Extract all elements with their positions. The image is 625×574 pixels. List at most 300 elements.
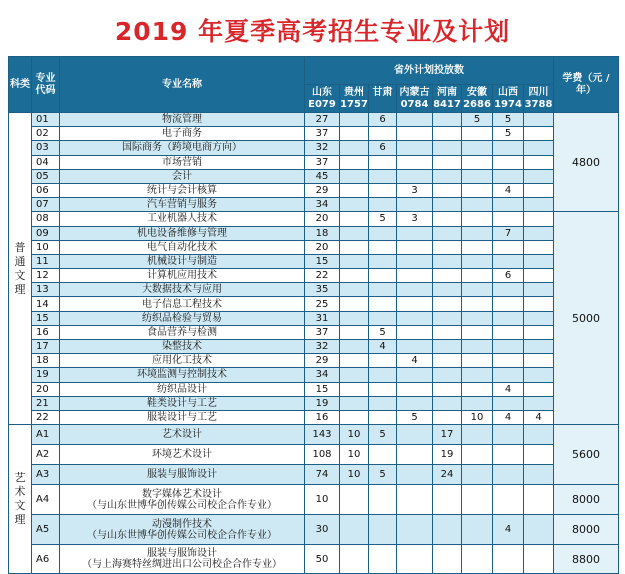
plan-value: [433, 545, 462, 574]
plan-value: [462, 226, 493, 240]
plan-value: [493, 325, 524, 339]
plan-value: [462, 127, 493, 141]
plan-value: [524, 169, 554, 183]
major-name-note: （与山东世博华创传媒公司校企合作专业）: [87, 499, 277, 511]
plan-value: [524, 198, 554, 212]
plan-value: 24: [433, 465, 462, 485]
plan-value: [493, 368, 524, 382]
major-name: 纺织品检验与贸易: [60, 311, 305, 325]
plan-value: [524, 269, 554, 283]
plan-value: [340, 212, 369, 226]
plan-value: [397, 269, 433, 283]
major-name-main: 数字媒体艺术设计: [142, 488, 222, 500]
plan-value: [493, 254, 524, 268]
major-code: 11: [32, 254, 60, 268]
plan-value: [369, 368, 397, 382]
province-code: [369, 99, 396, 111]
plan-value: [493, 169, 524, 183]
plan-value: 4: [397, 354, 433, 368]
header-fee: 学费（元 / 年）: [554, 57, 619, 113]
plan-value: [524, 515, 554, 545]
major-code: A3: [32, 465, 60, 485]
major-code: 13: [32, 283, 60, 297]
table-row: [9, 254, 619, 268]
plan-value: [462, 340, 493, 354]
plan-value: [524, 254, 554, 268]
major-name: 染整技术: [60, 340, 305, 354]
major-code: A5: [32, 515, 60, 545]
major-name: [60, 545, 305, 574]
major-name: 市场营销: [60, 155, 305, 169]
province-name: 山东: [312, 86, 332, 98]
plan-value: [340, 141, 369, 155]
plan-value: [433, 311, 462, 325]
table-row: [9, 311, 619, 325]
major-code: 18: [32, 354, 60, 368]
plan-value: [524, 155, 554, 169]
plan-value: 34: [305, 198, 340, 212]
plan-value: [397, 465, 433, 485]
plan-value: [462, 297, 493, 311]
province-code: E079: [308, 98, 336, 110]
plan-value: 5: [493, 127, 524, 141]
plan-value: 30: [305, 515, 340, 545]
plan-value: [524, 340, 554, 354]
plan-value: 5: [369, 425, 397, 445]
table-row: [9, 226, 619, 240]
major-name-note: （与山东世博华创传媒公司校企合作专业）: [87, 529, 277, 541]
plan-value: 15: [305, 254, 340, 268]
plan-value: [340, 226, 369, 240]
plan-value: [369, 382, 397, 396]
plan-value: [524, 354, 554, 368]
plan-value: [493, 545, 524, 574]
plan-value: 37: [305, 325, 340, 339]
plan-value: [433, 382, 462, 396]
plan-value: [524, 425, 554, 445]
header-code: 专业代码: [32, 57, 60, 113]
plan-value: 10: [340, 465, 369, 485]
plan-value: 4: [493, 410, 524, 424]
header-province: [462, 85, 493, 113]
plan-value: 32: [305, 141, 340, 155]
plan-value: [524, 325, 554, 339]
plan-value: [524, 183, 554, 197]
plan-value: [340, 113, 369, 127]
plan-value: [462, 311, 493, 325]
plan-value: 10: [340, 425, 369, 445]
major-code: 17: [32, 340, 60, 354]
plan-value: [462, 368, 493, 382]
plan-value: 5: [462, 113, 493, 127]
plan-value: 27: [305, 113, 340, 127]
category-cell: 普通文理: [9, 113, 32, 425]
plan-value: [524, 283, 554, 297]
plan-value: [433, 198, 462, 212]
plan-value: [369, 155, 397, 169]
major-name: 国际商务（跨境电商方向）: [60, 141, 305, 155]
plan-value: 4: [524, 410, 554, 424]
plan-value: 5: [493, 113, 524, 127]
major-code: 05: [32, 169, 60, 183]
plan-value: [340, 325, 369, 339]
table-row: [9, 445, 619, 465]
category-cell: 艺术文理: [9, 425, 32, 574]
table-row: [9, 354, 619, 368]
plan-value: [340, 311, 369, 325]
plan-value: [397, 396, 433, 410]
plan-value: [340, 368, 369, 382]
table-row: [9, 410, 619, 424]
plan-value: [524, 485, 554, 515]
plan-value: [433, 297, 462, 311]
plan-value: [369, 127, 397, 141]
major-code: 22: [32, 410, 60, 424]
plan-value: [524, 127, 554, 141]
plan-value: [433, 485, 462, 515]
major-name: 鞋类设计与工艺: [60, 396, 305, 410]
plan-value: [369, 354, 397, 368]
page-title: 2019 年夏季高考招生专业及计划: [114, 17, 511, 46]
major-code: 04: [32, 155, 60, 169]
plan-value: 6: [369, 113, 397, 127]
major-code: 15: [32, 311, 60, 325]
table-row: [9, 141, 619, 155]
plan-value: [340, 354, 369, 368]
plan-value: [524, 465, 554, 485]
plan-value: 32: [305, 340, 340, 354]
plan-value: [493, 465, 524, 485]
table-row: [9, 382, 619, 396]
plan-value: [493, 340, 524, 354]
major-name: 环境艺术设计: [60, 445, 305, 465]
plan-value: [524, 368, 554, 382]
plan-value: [369, 183, 397, 197]
table-row: [9, 169, 619, 183]
major-code: 19: [32, 368, 60, 382]
plan-value: [524, 141, 554, 155]
plan-value: 29: [305, 354, 340, 368]
plan-value: [524, 445, 554, 465]
major-name: 计算机应用技术: [60, 269, 305, 283]
major-name: 机电设备维修与管理: [60, 226, 305, 240]
plan-value: [340, 545, 369, 574]
table-row: [9, 198, 619, 212]
header-province: [524, 85, 554, 113]
plan-value: [369, 297, 397, 311]
enrollment-plan-table: [8, 56, 619, 574]
plan-value: [340, 410, 369, 424]
major-code: 21: [32, 396, 60, 410]
major-code: 06: [32, 183, 60, 197]
plan-value: [433, 212, 462, 226]
plan-value: [340, 269, 369, 283]
plan-value: [433, 254, 462, 268]
plan-value: [493, 354, 524, 368]
table-row: [9, 340, 619, 354]
plan-value: [433, 396, 462, 410]
plan-value: [493, 297, 524, 311]
province-name: 山西: [498, 86, 518, 98]
plan-value: [433, 354, 462, 368]
plan-value: [462, 283, 493, 297]
plan-value: [462, 325, 493, 339]
plan-value: 37: [305, 155, 340, 169]
plan-value: [524, 382, 554, 396]
plan-value: [397, 311, 433, 325]
table-row: [9, 155, 619, 169]
header-province: [369, 85, 397, 113]
plan-value: 5: [369, 465, 397, 485]
plan-value: [397, 545, 433, 574]
plan-value: 15: [305, 382, 340, 396]
major-code: 09: [32, 226, 60, 240]
plan-value: [340, 396, 369, 410]
plan-value: [462, 396, 493, 410]
plan-value: [397, 141, 433, 155]
plan-value: [340, 297, 369, 311]
plan-value: [462, 445, 493, 465]
plan-value: [397, 445, 433, 465]
plan-value: [340, 240, 369, 254]
plan-value: [462, 425, 493, 445]
plan-value: [462, 212, 493, 226]
plan-value: [397, 240, 433, 254]
plan-value: [369, 445, 397, 465]
plan-value: 5: [369, 212, 397, 226]
plan-value: [397, 515, 433, 545]
plan-value: [524, 113, 554, 127]
tuition-fee: 4800: [554, 113, 619, 212]
plan-value: [462, 169, 493, 183]
major-name: 服装与服饰设计: [60, 465, 305, 485]
plan-value: 4: [369, 340, 397, 354]
plan-value: [462, 240, 493, 254]
tuition-fee: 8000: [554, 485, 619, 515]
plan-value: [369, 254, 397, 268]
plan-value: [524, 311, 554, 325]
plan-value: [493, 283, 524, 297]
plan-value: [493, 155, 524, 169]
plan-value: 22: [305, 269, 340, 283]
plan-value: 19: [305, 396, 340, 410]
plan-value: [397, 297, 433, 311]
table-row: [9, 545, 619, 574]
plan-value: 10: [340, 445, 369, 465]
table-row: [9, 465, 619, 485]
major-name: 电子商务: [60, 127, 305, 141]
table-row: [9, 113, 619, 127]
province-code: 8417: [433, 98, 461, 110]
plan-value: 19: [433, 445, 462, 465]
plan-value: [433, 141, 462, 155]
plan-value: 6: [493, 269, 524, 283]
plan-value: [493, 485, 524, 515]
plan-value: [397, 382, 433, 396]
plan-value: [397, 368, 433, 382]
table-row: [9, 425, 619, 445]
plan-value: [369, 311, 397, 325]
province-code: 3788: [524, 98, 553, 110]
table-row: [9, 269, 619, 283]
plan-value: [369, 283, 397, 297]
plan-value: [493, 425, 524, 445]
plan-value: 16: [305, 410, 340, 424]
major-name: 应用化工技术: [60, 354, 305, 368]
plan-value: [340, 169, 369, 183]
plan-value: [397, 254, 433, 268]
plan-value: [493, 212, 524, 226]
header-province: [340, 85, 369, 113]
plan-value: [369, 485, 397, 515]
major-name-main: 服装与服饰设计: [147, 548, 217, 560]
plan-value: [462, 254, 493, 268]
plan-value: [397, 155, 433, 169]
province-name: 四川: [528, 86, 549, 98]
header-plan: 省外计划投放数: [305, 57, 554, 85]
plan-value: [369, 169, 397, 183]
major-code: 20: [32, 382, 60, 396]
major-code: A1: [32, 425, 60, 445]
major-name: 服装设计与工艺: [60, 410, 305, 424]
table-row: [9, 485, 619, 515]
plan-value: 6: [369, 141, 397, 155]
plan-value: [397, 226, 433, 240]
plan-value: [524, 545, 554, 574]
table-row: [9, 283, 619, 297]
tuition-fee: 8000: [554, 515, 619, 545]
plan-value: [462, 465, 493, 485]
plan-value: [493, 240, 524, 254]
major-name-main: 动漫制作技术: [152, 518, 212, 530]
plan-value: 20: [305, 212, 340, 226]
plan-value: [462, 382, 493, 396]
header-province: [397, 85, 433, 113]
plan-value: 18: [305, 226, 340, 240]
province-name: 安徽: [467, 86, 487, 98]
plan-value: [493, 396, 524, 410]
plan-value: [433, 240, 462, 254]
table-row: [9, 212, 619, 226]
table-row: [9, 183, 619, 197]
plan-value: [524, 297, 554, 311]
table-row: [9, 325, 619, 339]
plan-value: [524, 226, 554, 240]
plan-value: [462, 545, 493, 574]
major-name: 机械设计与制造: [60, 254, 305, 268]
plan-value: 3: [397, 183, 433, 197]
plan-value: [462, 141, 493, 155]
plan-value: [397, 198, 433, 212]
major-name: 电子信息工程技术: [60, 297, 305, 311]
plan-value: [433, 183, 462, 197]
plan-value: [462, 269, 493, 283]
plan-value: 4: [493, 382, 524, 396]
plan-value: [397, 425, 433, 445]
province-name: 内蒙古: [399, 86, 430, 98]
plan-value: [340, 515, 369, 545]
plan-value: [493, 198, 524, 212]
plan-value: [369, 396, 397, 410]
plan-value: [433, 340, 462, 354]
plan-value: [493, 445, 524, 465]
major-name: 环境监测与控制技术: [60, 368, 305, 382]
plan-value: [397, 169, 433, 183]
major-code: 10: [32, 240, 60, 254]
plan-value: [369, 240, 397, 254]
plan-value: 35: [305, 283, 340, 297]
major-name: 物流管理: [60, 113, 305, 127]
plan-value: [524, 212, 554, 226]
plan-value: [369, 226, 397, 240]
major-code: 07: [32, 198, 60, 212]
plan-value: [433, 269, 462, 283]
plan-value: [462, 515, 493, 545]
plan-value: [397, 127, 433, 141]
plan-value: 29: [305, 183, 340, 197]
plan-value: 4: [493, 183, 524, 197]
plan-value: [493, 141, 524, 155]
plan-value: [340, 254, 369, 268]
header-province: [305, 85, 340, 113]
plan-value: [462, 485, 493, 515]
major-name: 大数据技术与应用: [60, 283, 305, 297]
table-row: [9, 396, 619, 410]
plan-value: 20: [305, 240, 340, 254]
plan-value: [433, 155, 462, 169]
province-code: 1757: [340, 98, 368, 110]
major-code: 01: [32, 113, 60, 127]
plan-value: [397, 485, 433, 515]
plan-value: [433, 127, 462, 141]
major-name: 会计: [60, 169, 305, 183]
province-code: 2686: [463, 98, 491, 110]
plan-value: [493, 311, 524, 325]
major-code: A2: [32, 445, 60, 465]
plan-value: [433, 368, 462, 382]
plan-value: 31: [305, 311, 340, 325]
major-code: 08: [32, 212, 60, 226]
major-name: 工业机器人技术: [60, 212, 305, 226]
header-province: [493, 85, 524, 113]
plan-value: [433, 410, 462, 424]
province-code: 1974: [494, 98, 522, 110]
major-code: 14: [32, 297, 60, 311]
plan-value: [369, 410, 397, 424]
plan-value: [369, 515, 397, 545]
major-code: A6: [32, 545, 60, 574]
province-name: 贵州: [344, 86, 364, 98]
plan-value: [340, 283, 369, 297]
province-name: 甘肃: [372, 86, 393, 98]
plan-value: 37: [305, 127, 340, 141]
table-row: [9, 127, 619, 141]
plan-value: [433, 515, 462, 545]
major-code: 02: [32, 127, 60, 141]
table-row: [9, 297, 619, 311]
province-name: 河南: [437, 86, 457, 98]
plan-value: [340, 155, 369, 169]
major-name: [60, 485, 305, 515]
tuition-fee: 5600: [554, 425, 619, 485]
plan-value: [462, 354, 493, 368]
major-code: 12: [32, 269, 60, 283]
plan-value: 34: [305, 368, 340, 382]
plan-value: 17: [433, 425, 462, 445]
major-name: 食品营养与检测: [60, 325, 305, 339]
header-name: 专业名称: [60, 57, 305, 113]
plan-value: [462, 155, 493, 169]
